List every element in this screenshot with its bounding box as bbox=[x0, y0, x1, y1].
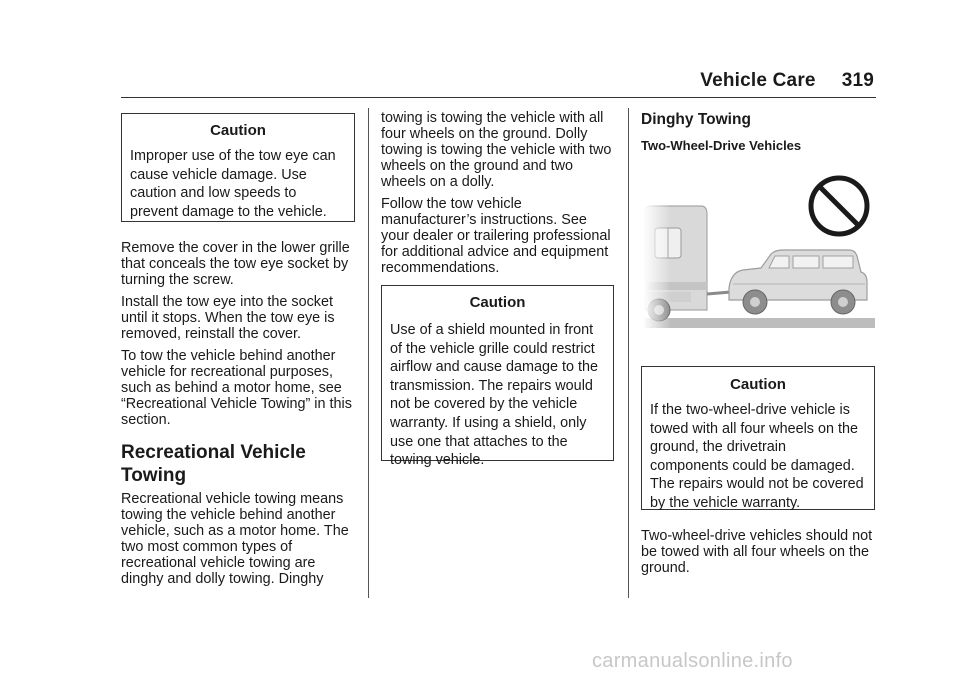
paragraph-towing-continuation: towing is towing the vehicle with all four wheels on the ground. Dolly towing is towing the vehicle with two wheels on the ground and two wheels on a dolly. bbox=[381, 110, 612, 190]
paragraph-follow-instructions: Follow the tow vehicle manufacturer’s instructions. See your dealer or trailering professional for additional advice and equipment recommendations. bbox=[381, 196, 611, 276]
paragraph-recreational-reference: To tow the vehicle behind another vehicle for recreational purposes, such as behind a motor home, see “Recreational Vehicle Towing” in this section. bbox=[121, 348, 352, 428]
caution-text: Improper use of the tow eye can cause vehicle damage. Use caution and low speeds to prevent damage to the vehicle. bbox=[130, 148, 336, 220]
caution-title: Caution bbox=[730, 376, 786, 393]
section-title: Vehicle Care bbox=[700, 70, 816, 91]
caution-box-shield bbox=[381, 285, 614, 469]
column1-text bbox=[121, 240, 357, 428]
column-divider-2 bbox=[628, 108, 629, 598]
caution-text: Use of a shield mounted in front of the vehicle grille could restrict airflow and cause damage to the transmission. The repairs would not be covered by the vehicle warranty. If using a shield, only use one that attaches to the towing vehicle. bbox=[390, 322, 598, 469]
paragraph-recreational-intro: Recreational vehicle towing means towing the vehicle behind another vehicle, such as a motor home. The two most common types of recreational vehicle towing are dinghy and dolly towing. Dinghy bbox=[121, 491, 349, 587]
caution-text: If the two-wheel-drive vehicle is towed with all four wheels on the ground, the drivetrain components could be damaged. The repairs would not be covered by the vehicle warranty. bbox=[650, 402, 864, 511]
caution-title: Caution bbox=[469, 294, 526, 311]
caution-box-two-wheel-drive bbox=[641, 366, 875, 510]
watermark: carmanualsonline.info bbox=[592, 650, 793, 672]
page-header bbox=[700, 70, 874, 92]
caution-title: Caution bbox=[210, 122, 266, 139]
page-number: 319 bbox=[841, 70, 874, 91]
header-rule bbox=[121, 97, 876, 98]
paragraph-two-wheel-drive-warning: Two-wheel-drive vehicles should not be towed with all four wheels on the ground. bbox=[641, 528, 873, 576]
caution-box-tow-eye bbox=[121, 113, 355, 222]
paragraph-install-tow-eye: Install the tow eye into the socket until it stops. When the tow eye is removed, reinstall the cover. bbox=[121, 294, 335, 342]
heading-dinghy-towing: Dinghy Towing bbox=[641, 111, 751, 128]
heading-line-1: Recreational Vehicle bbox=[121, 442, 306, 463]
paragraph-remove-cover: Remove the cover in the lower grille that conceals the tow eye socket by turning the screw. bbox=[121, 240, 350, 288]
heading-two-wheel-drive: Two-Wheel-Drive Vehicles bbox=[641, 138, 802, 153]
column-divider-1 bbox=[368, 108, 369, 598]
heading-line-2: Towing bbox=[121, 465, 187, 486]
heading-recreational-towing bbox=[121, 441, 357, 487]
prohibited-dinghy-towing-illustration bbox=[643, 170, 875, 366]
